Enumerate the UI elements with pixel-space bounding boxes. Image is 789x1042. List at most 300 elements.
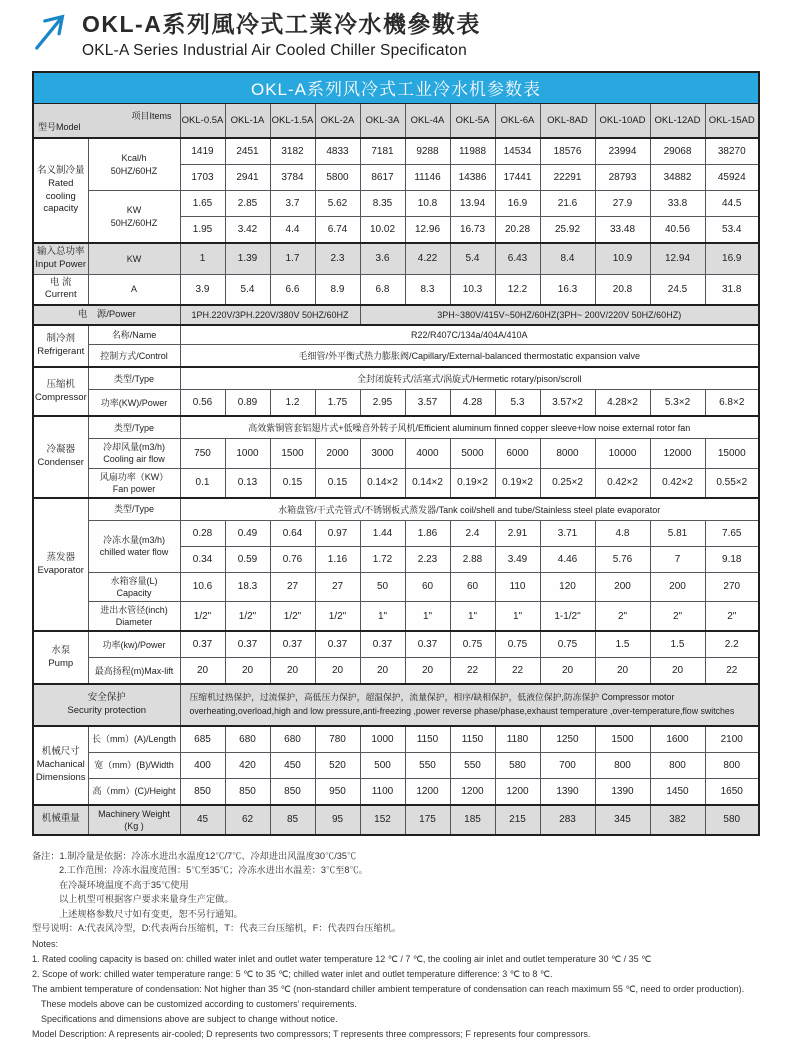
spec-value-cell: 1.5 <box>650 631 705 658</box>
spec-value-cell: 5.4 <box>450 243 495 274</box>
row-item-label: 名称/Name <box>88 325 180 345</box>
spec-value-cell: 1150 <box>405 726 450 753</box>
spec-value-cell: 14386 <box>450 165 495 191</box>
spec-value-cell: 1500 <box>595 726 650 753</box>
spec-value-cell: 10.02 <box>360 217 405 244</box>
spec-value-cell: 24.5 <box>650 274 705 305</box>
spec-value-cell: 200 <box>595 572 650 601</box>
spec-value-cell: 175 <box>405 805 450 835</box>
spec-value-cell: 34882 <box>650 165 705 191</box>
spec-value-cell: 420 <box>225 752 270 778</box>
row-item-label: 功率(KW)/Power <box>88 390 180 417</box>
table-row <box>33 752 759 778</box>
spec-value-cell: 580 <box>705 805 759 835</box>
spec-value-cell: 7 <box>650 546 705 572</box>
table-row <box>33 658 759 685</box>
spec-value-cell: 1500 <box>270 439 315 468</box>
row-label-kcal: Kcal/h 50HZ/60HZ <box>88 138 180 191</box>
table-title: OKL-A系列风冷式工业冷水机参数表 <box>33 72 759 103</box>
spec-value-cell: 12000 <box>650 439 705 468</box>
spec-value-cell: 1150 <box>450 726 495 753</box>
spec-value-cell: 0.19×2 <box>450 468 495 498</box>
spec-value-cell: 11146 <box>405 165 450 191</box>
spec-value-cell: 20 <box>405 658 450 685</box>
spec-value-cell: 5.4 <box>225 274 270 305</box>
model-header-row <box>33 103 759 138</box>
spec-value-cell: 8000 <box>540 439 595 468</box>
spec-value-cell: 16.9 <box>705 243 759 274</box>
table-title-row <box>33 72 759 103</box>
spec-value-cell: 5000 <box>450 439 495 468</box>
spec-value-cell: 0.89 <box>225 390 270 417</box>
spec-value-cell: 53.4 <box>705 217 759 244</box>
spec-value-cell: 22 <box>495 658 540 685</box>
spec-value-cell: 0.49 <box>225 520 270 546</box>
table-row <box>33 390 759 417</box>
spec-value-cell: 2.95 <box>360 390 405 417</box>
model-header-okl-8ad: OKL-8AD <box>540 103 595 138</box>
row-label-refrigerant: 制冷剂 Refrigerant <box>33 325 88 367</box>
table-row <box>33 325 759 345</box>
spec-value-cell: 13.94 <box>450 191 495 217</box>
spec-value-cell: 1.72 <box>360 546 405 572</box>
spec-value-cell: 0.14×2 <box>405 468 450 498</box>
model-header-okl-0.5a: OKL-0.5A <box>180 103 225 138</box>
spec-value-cell: 1 <box>180 243 225 274</box>
spec-value-cell: 4833 <box>315 138 360 165</box>
row-item-label: 类型/Type <box>88 416 180 439</box>
spec-value-cell: 0.15 <box>315 468 360 498</box>
spec-value-cell: 0.13 <box>225 468 270 498</box>
row-item-label: 控制方式/Control <box>88 345 180 368</box>
spec-value-cell: 20 <box>270 658 315 685</box>
spec-value-cell: 28793 <box>595 165 650 191</box>
spec-value-cell: 800 <box>595 752 650 778</box>
table-row <box>33 726 759 753</box>
spec-value-cell: 3.57×2 <box>540 390 595 417</box>
spec-value-cell: 345 <box>595 805 650 835</box>
note-line: Model Description: A represents air-cooled; D represents two compressors; T represents three compressors; F represents four compressors. <box>32 1028 591 1039</box>
corner-items-label: 项目Items <box>131 110 172 121</box>
row-item-label: 冷冻水量(m3/h) chilled water flow <box>88 520 180 572</box>
spec-value-cell: 4.22 <box>405 243 450 274</box>
spec-value-cell: 3.57 <box>405 390 450 417</box>
spec-value-cell: 4000 <box>405 439 450 468</box>
spec-value-cell: 0.37 <box>405 631 450 658</box>
spec-value-cell: 200 <box>650 572 705 601</box>
spec-value-cell: 2.3 <box>315 243 360 274</box>
spec-value-cell: 10.3 <box>450 274 495 305</box>
row-label-rated-cooling-capacity: 名义制冷量 Rated cooling capacity <box>33 138 88 243</box>
note-line: Specifications and dimensions above are subject to change without notice. <box>41 1013 338 1024</box>
table-row <box>33 439 759 468</box>
spec-value-cell: 1200 <box>405 778 450 805</box>
spec-value-cell: 0.59 <box>225 546 270 572</box>
spec-value-cell: 1/2" <box>270 602 315 632</box>
spec-value-cell: 0.75 <box>540 631 595 658</box>
spec-value-cell: 2.23 <box>405 546 450 572</box>
row-label-dimensions: 机械尺寸 Machanical Dimensions <box>33 726 88 805</box>
spec-value-cell: 850 <box>225 778 270 805</box>
spec-value-cell: 0.37 <box>270 631 315 658</box>
spec-value-cell: 31.8 <box>705 274 759 305</box>
spec-value-cell: 1419 <box>180 138 225 165</box>
spec-value-cell: 800 <box>705 752 759 778</box>
spec-value-cell: 780 <box>315 726 360 753</box>
row-item-label: 冷却风量(m3/h) Cooling air flow <box>88 439 180 468</box>
row-item-label: 功率(kw)/Power <box>88 631 180 658</box>
spec-value-cell: 6.8 <box>360 274 405 305</box>
spec-value-cell: 0.37 <box>360 631 405 658</box>
spec-value-cell: 5.3 <box>495 390 540 417</box>
row-label-condenser: 冷凝器 Condenser <box>33 416 88 498</box>
spec-value-cell: 0.75 <box>450 631 495 658</box>
spec-value-cell: 10.9 <box>595 243 650 274</box>
spec-value-cell: 680 <box>270 726 315 753</box>
table-row <box>33 684 759 725</box>
spec-value-cell: 2" <box>705 602 759 632</box>
model-header-okl-10ad: OKL-10AD <box>595 103 650 138</box>
spec-value-cell: 0.37 <box>225 631 270 658</box>
note-line: 型号说明：A:代表风冷型，D:代表两台压缩机，T：代表三台压缩机，F：代表四台压缩机。 <box>32 923 402 934</box>
spec-value-cell: 8.35 <box>360 191 405 217</box>
spec-value-cell: 11988 <box>450 138 495 165</box>
spec-value-cell: 0.37 <box>180 631 225 658</box>
spec-value-cell: 2000 <box>315 439 360 468</box>
row-item-label: 类型/Type <box>88 498 180 521</box>
row-item-label: 长（mm）(A)/Length <box>88 726 180 753</box>
spec-value-cell: 0.42×2 <box>595 468 650 498</box>
notes-chinese <box>32 849 758 936</box>
spec-value-cell: 40.56 <box>650 217 705 244</box>
table-row <box>33 468 759 498</box>
table-row <box>33 345 759 368</box>
title-block <box>82 6 481 60</box>
spec-value-cell: 85 <box>270 805 315 835</box>
spec-value-cell: 750 <box>180 439 225 468</box>
spec-value-cell: 20 <box>180 658 225 685</box>
spec-value-cell: 6000 <box>495 439 540 468</box>
spec-value-cell: 1650 <box>705 778 759 805</box>
spec-value-cell: 3.9 <box>180 274 225 305</box>
spec-value-cell: 270 <box>705 572 759 601</box>
spec-value-cell: 60 <box>405 572 450 601</box>
model-header-okl-4a: OKL-4A <box>405 103 450 138</box>
spec-value-cell: 685 <box>180 726 225 753</box>
spec-value-cell: 1" <box>405 602 450 632</box>
row-item-label: 最高扬程(m)Max-lift <box>88 658 180 685</box>
table-row <box>33 416 759 439</box>
spec-value-cell: 1" <box>495 602 540 632</box>
note-line: These models above can be customized according to customers’ requirements. <box>41 998 357 1009</box>
row-item-label: 进出水管径(inch) Diameter <box>88 602 180 632</box>
spec-value-cell: 95 <box>315 805 360 835</box>
spec-value-cell: 680 <box>225 726 270 753</box>
spec-value-cell: 4.8 <box>595 520 650 546</box>
spec-value-cell: 4.4 <box>270 217 315 244</box>
spec-value-cell: 20.28 <box>495 217 540 244</box>
model-header-okl-2a: OKL-2A <box>315 103 360 138</box>
spec-value-cell: 2.88 <box>450 546 495 572</box>
spec-value-cell: 0.56 <box>180 390 225 417</box>
row-label-security-protection: 安全保护 Security protection <box>33 684 180 725</box>
table-row <box>33 572 759 601</box>
spec-value-cell: 20 <box>225 658 270 685</box>
row-item-label: Machinery Weight (Kg ) <box>88 805 180 835</box>
table-row <box>33 305 759 325</box>
row-label-power-supply: 电 源/Power <box>33 305 180 325</box>
spec-value-cell: 7181 <box>360 138 405 165</box>
spec-value-cell: 10.6 <box>180 572 225 601</box>
note-line: The ambient temperature of condensation: Not higher than 35 ℃ (non-standard chiller ambient temperature of condensation can reach maximum 55 ℃, need to order production). <box>32 983 745 994</box>
spec-value-cell: 27.9 <box>595 191 650 217</box>
spec-value-cell: 3784 <box>270 165 315 191</box>
spec-value-cell: 29068 <box>650 138 705 165</box>
spec-value-cell: 50 <box>360 572 405 601</box>
spec-value-cell: 3.42 <box>225 217 270 244</box>
spec-value-cell: 800 <box>650 752 705 778</box>
spec-value-cell: 44.5 <box>705 191 759 217</box>
spec-value-cell: 215 <box>495 805 540 835</box>
spec-value-cell: 12.96 <box>405 217 450 244</box>
spec-table <box>32 71 760 836</box>
spec-value-cell: 2100 <box>705 726 759 753</box>
page-header <box>32 6 758 60</box>
spec-value-cell: 1000 <box>225 439 270 468</box>
logo-arrow-icon <box>32 7 70 53</box>
note-line: 在冷凝环境温度不高于35℃使用 <box>59 879 189 890</box>
spec-value-cell: 7.65 <box>705 520 759 546</box>
row-label-kw: KW 50HZ/60HZ <box>88 191 180 244</box>
row-item-label: 高（mm）(C)/Height <box>88 778 180 805</box>
spec-value-cell: 0.28 <box>180 520 225 546</box>
notes-english <box>32 937 758 1042</box>
spec-value-cell: 1250 <box>540 726 595 753</box>
spec-value-cell: 60 <box>450 572 495 601</box>
spec-value-cell: 21.6 <box>540 191 595 217</box>
spec-value-cell: 700 <box>540 752 595 778</box>
spec-value-cell: 1180 <box>495 726 540 753</box>
spec-value-cell: 2941 <box>225 165 270 191</box>
spec-value-cell: 450 <box>270 752 315 778</box>
spec-value-cell: 8.3 <box>405 274 450 305</box>
evaporator-type: 水箱盘管/干式壳管式/不锈钢板式蒸发器/Tank coil/shell and tube/Stainless steel plate evaporator <box>180 498 759 521</box>
spec-value-cell: 283 <box>540 805 595 835</box>
spec-value-cell: 22 <box>450 658 495 685</box>
table-row <box>33 367 759 390</box>
spec-value-cell: 20 <box>315 658 360 685</box>
spec-value-cell: 16.9 <box>495 191 540 217</box>
spec-value-cell: 1/2" <box>315 602 360 632</box>
spec-value-cell: 9.18 <box>705 546 759 572</box>
note-line: 备注：1.制冷量是依据：冷冻水进出水温度12℃/7℃、冷却进出风温度30℃/35℃ <box>32 850 357 861</box>
condenser-type: 高效紫铜管套铝翅片式+低噪音外转子风机/Efficient aluminum finned copper sleeve+low noise external rotor fan <box>180 416 759 439</box>
spec-value-cell: 8617 <box>360 165 405 191</box>
spec-value-cell: 5800 <box>315 165 360 191</box>
model-header-okl-3a: OKL-3A <box>360 103 405 138</box>
page-subtitle: OKL-A Series Industrial Air Cooled Chiller Specificaton <box>82 42 467 59</box>
spec-value-cell: 20 <box>650 658 705 685</box>
spec-value-cell: 6.6 <box>270 274 315 305</box>
security-protection-text: 压缩机过热保护，过流保护，高低压力保护，超温保护，流量保护，相序/缺相保护，低液位保护,防冻保护 Compressor motor overheating,overload,high and low pressure,anti-freezing ,power reverse phase/phase,exhaust temperature ,over-temperature,flow switches <box>180 684 759 725</box>
spec-value-cell: 0.55×2 <box>705 468 759 498</box>
spec-value-cell: 4.28 <box>450 390 495 417</box>
row-label-weight: 机械重量 <box>33 805 88 835</box>
spec-value-cell: 2.91 <box>495 520 540 546</box>
row-item-label: 风扇功率（KW） Fan power <box>88 468 180 498</box>
spec-value-cell: 1200 <box>495 778 540 805</box>
spec-value-cell: 2" <box>595 602 650 632</box>
spec-value-cell: 3182 <box>270 138 315 165</box>
model-header-okl-5a: OKL-5A <box>450 103 495 138</box>
spec-value-cell: 16.3 <box>540 274 595 305</box>
spec-value-cell: 22 <box>705 658 759 685</box>
row-item-label: 类型/Type <box>88 367 180 390</box>
table-row <box>33 191 759 217</box>
row-label-compressor: 压缩机 Compressor <box>33 367 88 416</box>
spec-value-cell: 120 <box>540 572 595 601</box>
spec-value-cell: 1" <box>450 602 495 632</box>
spec-value-cell: 38270 <box>705 138 759 165</box>
table-row <box>33 243 759 274</box>
spec-value-cell: 2451 <box>225 138 270 165</box>
spec-value-cell: 500 <box>360 752 405 778</box>
model-header-okl-6a: OKL-6A <box>495 103 540 138</box>
spec-value-cell: 3.7 <box>270 191 315 217</box>
table-row <box>33 138 759 165</box>
spec-value-cell: 1/2" <box>225 602 270 632</box>
spec-value-cell: 1" <box>360 602 405 632</box>
spec-value-cell: 3.6 <box>360 243 405 274</box>
table-row <box>33 778 759 805</box>
spec-value-cell: 16.73 <box>450 217 495 244</box>
table-row <box>33 805 759 835</box>
row-label-input-power: 输入总功率 Input Power <box>33 243 88 274</box>
spec-value-cell: 0.1 <box>180 468 225 498</box>
spec-value-cell: 8.9 <box>315 274 360 305</box>
note-line: 上述规格参数尺寸如有变更，恕不另行通知。 <box>59 908 243 919</box>
spec-value-cell: 45924 <box>705 165 759 191</box>
spec-value-cell: 3.71 <box>540 520 595 546</box>
spec-value-cell: 1390 <box>540 778 595 805</box>
row-item-label: 水箱容量(L) Capacity <box>88 572 180 601</box>
spec-value-cell: 3000 <box>360 439 405 468</box>
row-item-label: KW <box>88 243 180 274</box>
spec-value-cell: 10000 <box>595 439 650 468</box>
table-row <box>33 498 759 521</box>
spec-value-cell: 5.62 <box>315 191 360 217</box>
spec-value-cell: 1703 <box>180 165 225 191</box>
spec-value-cell: 62 <box>225 805 270 835</box>
spec-value-cell: 1-1/2" <box>540 602 595 632</box>
power-supply-low: 1PH.220V/3PH.220V/380V 50HZ/60HZ <box>180 305 360 325</box>
note-line: 2. Scope of work: chilled water temperature range: 5 ℃ to 35 ℃; chilled water inlet and outlet temperature difference: 3 ℃ to 8 ℃. <box>32 968 553 979</box>
spec-value-cell: 2" <box>650 602 705 632</box>
spec-value-cell: 4.28×2 <box>595 390 650 417</box>
refrigerant-name: R22/R407C/134a/404A/410A <box>180 325 759 345</box>
spec-value-cell: 33.48 <box>595 217 650 244</box>
spec-value-cell: 9288 <box>405 138 450 165</box>
table-row <box>33 631 759 658</box>
power-supply-high: 3PH~380V/415V~50HZ/60HZ(3PH~ 200V/220V 50HZ/60HZ) <box>360 305 759 325</box>
spec-value-cell: 12.2 <box>495 274 540 305</box>
spec-value-cell: 1.16 <box>315 546 360 572</box>
spec-value-cell: 110 <box>495 572 540 601</box>
spec-value-cell: 1.39 <box>225 243 270 274</box>
spec-value-cell: 400 <box>180 752 225 778</box>
spec-value-cell: 2.85 <box>225 191 270 217</box>
spec-value-cell: 3.49 <box>495 546 540 572</box>
spec-value-cell: 27 <box>315 572 360 601</box>
spec-value-cell: 0.14×2 <box>360 468 405 498</box>
table-row <box>33 602 759 632</box>
spec-value-cell: 12.94 <box>650 243 705 274</box>
spec-value-cell: 0.75 <box>495 631 540 658</box>
spec-value-cell: 152 <box>360 805 405 835</box>
spec-value-cell: 1.7 <box>270 243 315 274</box>
spec-value-cell: 27 <box>270 572 315 601</box>
spec-value-cell: 0.64 <box>270 520 315 546</box>
spec-value-cell: 520 <box>315 752 360 778</box>
spec-value-cell: 6.43 <box>495 243 540 274</box>
spec-value-cell: 1390 <box>595 778 650 805</box>
spec-value-cell: 1/2" <box>180 602 225 632</box>
spec-value-cell: 0.97 <box>315 520 360 546</box>
spec-value-cell: 2.2 <box>705 631 759 658</box>
spec-value-cell: 23994 <box>595 138 650 165</box>
spec-value-cell: 2.4 <box>450 520 495 546</box>
spec-value-cell: 1.86 <box>405 520 450 546</box>
note-line: 2.工作范围：冷冻水温度范围：5℃至35℃；冷冻水进出水温差：3℃至8℃。 <box>59 865 368 876</box>
row-item-label: 宽（mm）(B)/Width <box>88 752 180 778</box>
compressor-type: 全封闭旋转式/活塞式/涡旋式/Hermetic rotary/pison/scroll <box>180 367 759 390</box>
spec-value-cell: 850 <box>180 778 225 805</box>
spec-value-cell: 5.76 <box>595 546 650 572</box>
page-title: OKL-A系列風冷式工業冷水機參數表 <box>82 11 481 37</box>
spec-value-cell: 17441 <box>495 165 540 191</box>
spec-value-cell: 550 <box>450 752 495 778</box>
spec-value-cell: 550 <box>405 752 450 778</box>
spec-value-cell: 0.34 <box>180 546 225 572</box>
table-row <box>33 274 759 305</box>
spec-value-cell: 1100 <box>360 778 405 805</box>
spec-value-cell: 0.76 <box>270 546 315 572</box>
model-header-okl-1a: OKL-1A <box>225 103 270 138</box>
spec-value-cell: 20 <box>595 658 650 685</box>
spec-value-cell: 382 <box>650 805 705 835</box>
model-header-okl-1.5a: OKL-1.5A <box>270 103 315 138</box>
spec-value-cell: 6.8×2 <box>705 390 759 417</box>
model-header-okl-15ad: OKL-15AD <box>705 103 759 138</box>
spec-value-cell: 1200 <box>450 778 495 805</box>
spec-value-cell: 0.37 <box>315 631 360 658</box>
model-header-okl-12ad: OKL-12AD <box>650 103 705 138</box>
spec-value-cell: 25.92 <box>540 217 595 244</box>
note-line: Notes: <box>32 938 59 949</box>
spec-value-cell: 20.8 <box>595 274 650 305</box>
spec-value-cell: 4.46 <box>540 546 595 572</box>
spec-value-cell: 45 <box>180 805 225 835</box>
spec-value-cell: 580 <box>495 752 540 778</box>
spec-value-cell: 1.2 <box>270 390 315 417</box>
spec-value-cell: 1.5 <box>595 631 650 658</box>
spec-value-cell: 850 <box>270 778 315 805</box>
row-label-evaporator: 蒸发器 Evaporator <box>33 498 88 632</box>
row-item-label: A <box>88 274 180 305</box>
row-label-pump: 水泵 Pump <box>33 631 88 684</box>
spec-value-cell: 0.42×2 <box>650 468 705 498</box>
spec-value-cell: 1600 <box>650 726 705 753</box>
